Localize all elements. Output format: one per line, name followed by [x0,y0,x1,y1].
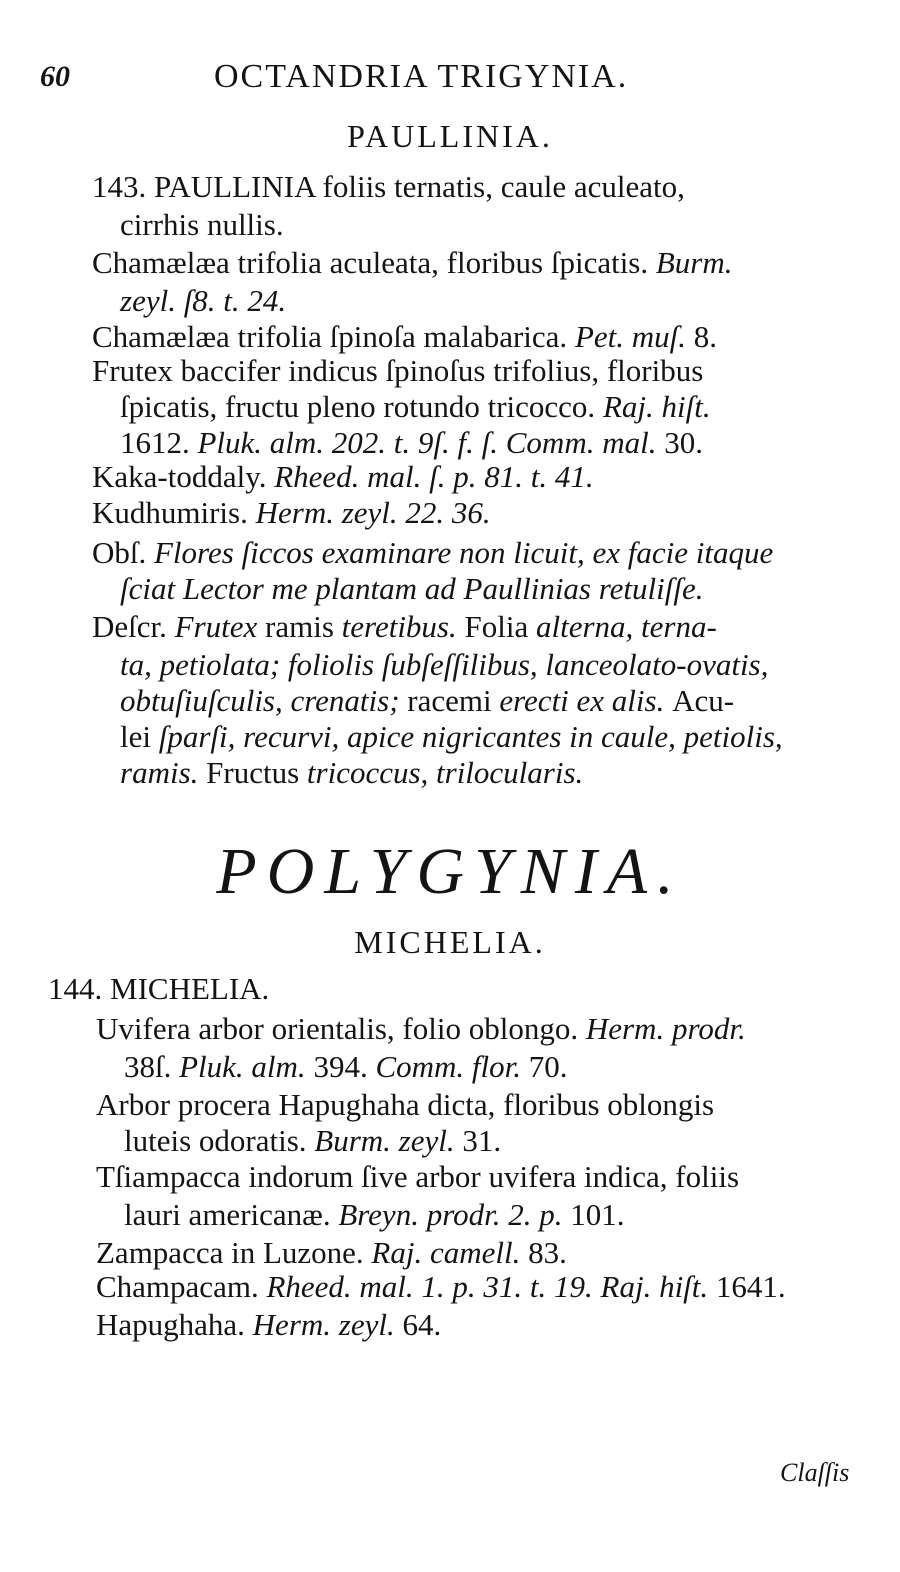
roman-segment: 1641. [715,1269,786,1304]
text-line [92,494,491,532]
roman-segment: lei [120,719,159,754]
italic-segment: tricoccus, trilocularis. [306,755,584,790]
roman-segment: Chamælæa trifolia ſpinoſa malabarica. [92,319,575,354]
text-line [48,970,269,1008]
roman-segment: Chamælæa trifolia aculeata, floribus ſpicatis. [92,245,656,280]
italic-segment: Burm. zeyl. [314,1123,463,1158]
roman-segment: Obſ. [92,535,154,570]
roman-segment: 30. [664,425,703,460]
roman-segment: Hapughaha. [96,1307,253,1342]
roman-segment: Zampacca in Luzone. [96,1235,372,1270]
text-line [124,1122,501,1160]
roman-segment: 38ſ. [124,1049,180,1084]
running-head [0,58,900,102]
roman-segment: ramis [265,609,342,644]
text-line [124,1048,568,1086]
text-line [92,244,733,282]
text-line [96,1086,714,1124]
roman-segment: Uvifera arbor orientalis, folio oblongo. [96,1011,586,1046]
catchword: Claſſis [780,1458,850,1487]
text-line [96,1268,786,1306]
italic-segment: Flores ſiccos examinare non licuit, ex facie itaque [154,535,774,570]
italic-segment: ſparſi, recurvi, apice nigricantes in caule, petiolis, [158,719,783,754]
roman-segment: Kaka-toddaly. [92,459,275,494]
text-line [120,682,734,720]
roman-segment: 8. [693,319,717,354]
roman-segment: luteis odoratis. [124,1123,315,1158]
italic-segment: Pluk. alm. [179,1049,314,1084]
text-line [96,1158,739,1196]
italic-segment: teretibus. [341,609,465,644]
italic-segment: Raj. camell. [371,1235,529,1270]
roman-segment: 64. [402,1307,442,1342]
text-line [120,646,768,684]
genus-heading-paullinia: PAULLINIA. [347,118,553,154]
text-line [92,318,717,356]
text-line [96,1306,441,1344]
italic-segment: ſciat Lector me plantam ad Paullinias retuliſſe. [120,571,704,606]
roman-segment: racemi [407,683,500,718]
text-line [92,608,717,646]
italic-segment: ramis. [120,755,207,790]
roman-segment: lauri americanæ. [124,1197,339,1232]
roman-segment: cirrhis nullis. [120,207,284,242]
italic-segment: Raj. hiſt. [602,389,711,424]
genus-heading-michelia: MICHELIA. [354,924,546,960]
roman-segment: Deſcr. [92,609,175,644]
text-line [120,570,704,608]
italic-segment: Rheed. mal. 1. p. 31. t. 19. Raj. hiſt. [266,1269,716,1304]
page-number: 60 [40,60,70,93]
text-line [120,424,703,462]
roman-segment: Frutex baccifer indicus ſpinoſus trifolius, floribus [92,353,704,388]
text-line [96,1234,567,1272]
roman-segment: 143. PAULLINIA [92,169,323,204]
italic-segment: ta, petiolata; foliolis ſubſeſſilibus, lanceolato-ovatis, [120,647,769,682]
running-title: OCTANDRIA TRIGYNIA. [214,58,629,95]
roman-segment: 394. [313,1049,376,1084]
roman-segment: 144. MICHELIA. [48,971,270,1006]
italic-segment: Pluk. alm. 202. t. 9ſ. f. ſ. Comm. mal. [197,425,665,460]
text-line [92,458,594,496]
roman-segment: Tſiampacca indorum ſive arbor uvifera indica, foliis [96,1159,740,1194]
italic-segment: erecti ex alis. [499,683,673,718]
italic-segment: obtuſiuſculis, crenatis; [120,683,408,718]
text-line [96,1010,746,1048]
text-line [92,352,703,390]
roman-segment: Kudhumiris. [92,495,256,530]
italic-segment: Comm. flor. [375,1049,529,1084]
text-line [120,282,286,320]
italic-segment: Herm. zeyl. [252,1307,403,1342]
text-line [120,388,711,426]
text-line [124,1196,625,1234]
order-heading-polygynia: POLYGYNIA. [216,835,684,908]
italic-segment: Herm. prodr. [585,1011,746,1046]
italic-segment: Breyn. prodr. 2. p. [338,1197,571,1232]
roman-segment: 101. [570,1197,625,1232]
italic-segment: Pet. muſ. [574,319,694,354]
roman-segment: ſpicatis, fructu pleno rotundo tricocco. [120,389,603,424]
roman-segment: 70. [528,1049,568,1084]
roman-segment: foliis ternatis, caule aculeato, [322,169,685,204]
text-line [120,754,583,792]
italic-segment: Burm. [655,245,733,280]
italic-segment: Frutex [174,609,266,644]
roman-segment: Folia [464,609,536,644]
roman-segment: Arbor procera Hapughaha dicta, floribus oblongis [96,1087,715,1122]
roman-segment: 31. [462,1123,502,1158]
text-line [120,206,284,244]
text-line [120,718,783,756]
text-line [92,534,773,572]
roman-segment: 1612. [120,425,198,460]
roman-segment: Champacam. [96,1269,267,1304]
roman-segment: Fructus [206,755,307,790]
roman-segment: 83. [528,1235,567,1270]
italic-segment: alterna, terna- [535,609,717,644]
italic-segment: zeyl. ſ8. t. 24. [120,283,287,318]
roman-segment: Acu- [672,683,735,718]
text-line [92,168,685,206]
italic-segment: Rheed. mal. ſ. p. 81. t. 41. [274,459,594,494]
italic-segment: Herm. zeyl. 22. 36. [255,495,491,530]
